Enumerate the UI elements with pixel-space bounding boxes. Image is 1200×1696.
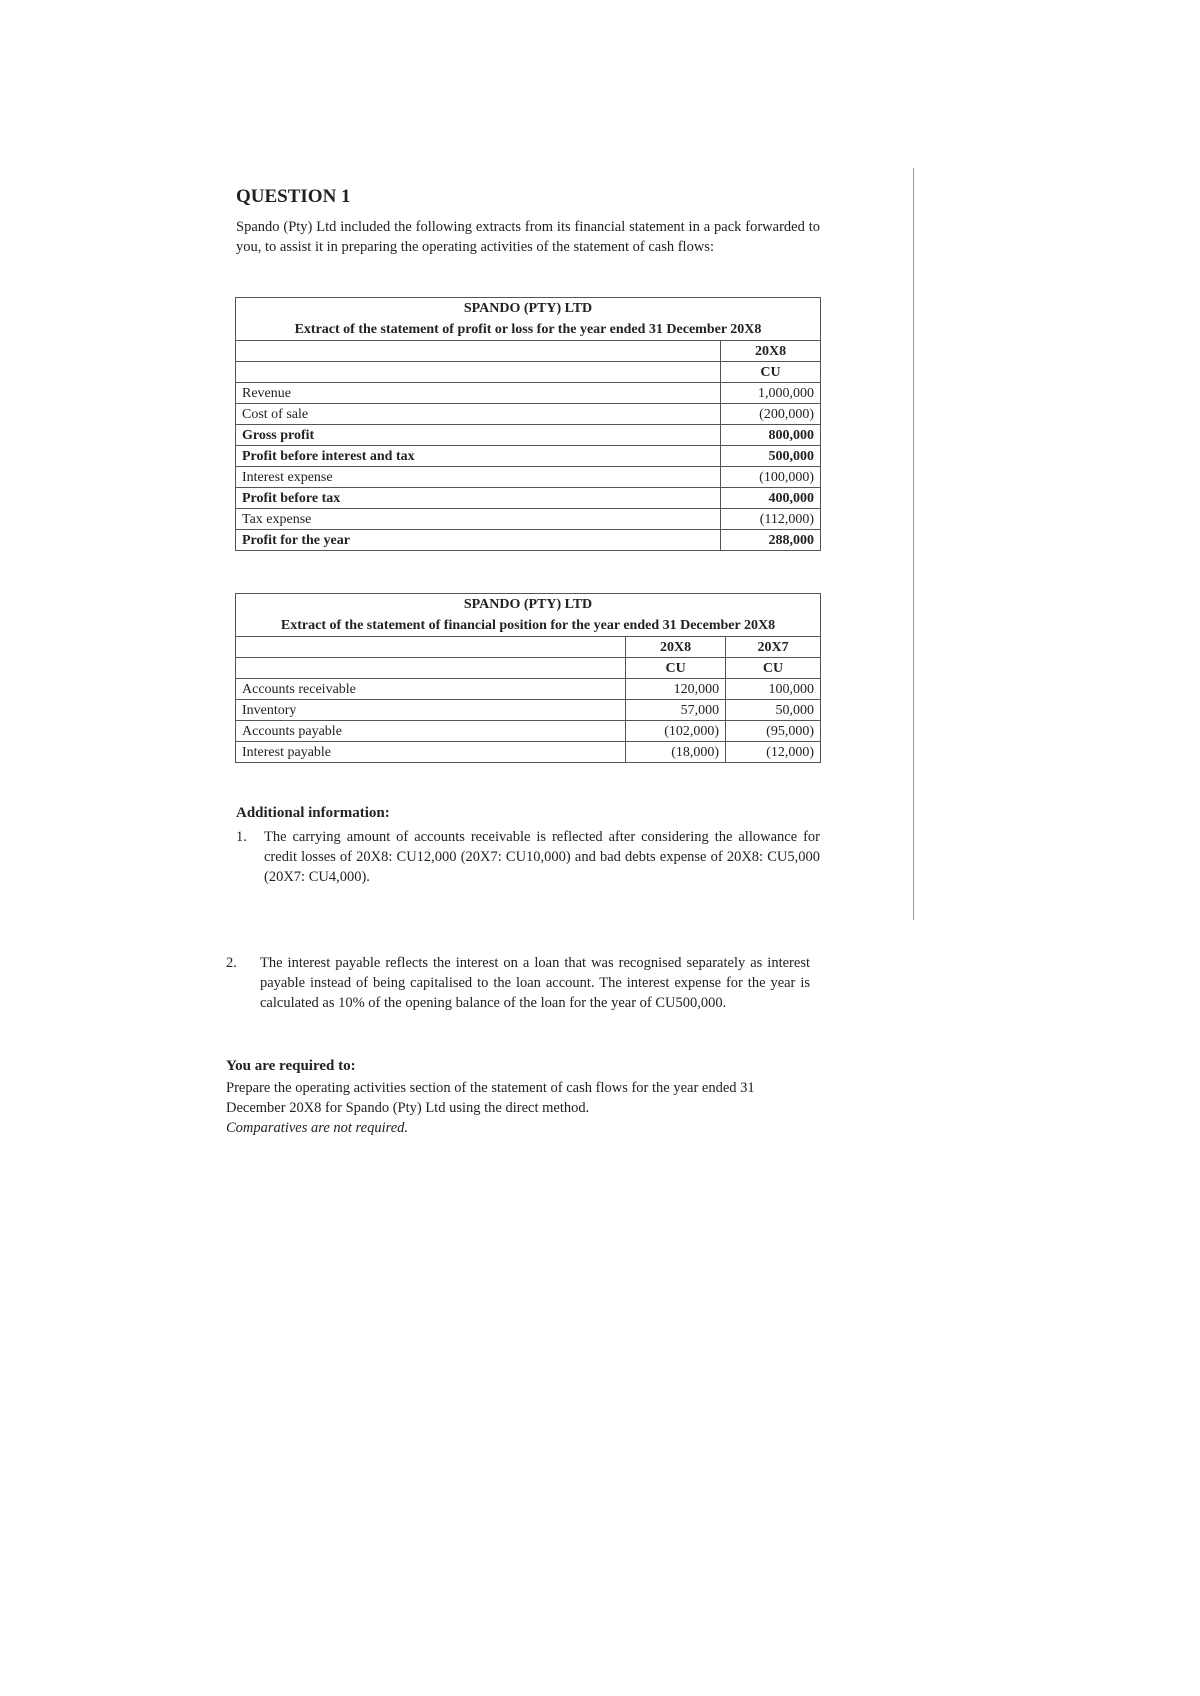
table-row [236,488,821,509]
required-section [226,1078,816,1138]
row-value: 400,000 [721,488,821,509]
row-value-20x7: 50,000 [726,700,821,721]
intro-paragraph: Spando (Pty) Ltd included the following extracts from its financial statement in a pack forwarded to you, to assist it in preparing the operating activities of the statement of cash flows: [236,219,820,255]
pl-col-unit: CU [721,362,821,383]
table-row [236,679,821,700]
row-value-20x8: (102,000) [626,721,726,742]
table-row [236,383,821,404]
table-row [236,467,821,488]
page-margin-line [913,168,914,920]
row-value-20x8: 120,000 [626,679,726,700]
question-title: QUESTION 1 [236,186,351,207]
row-label: Profit before interest and tax [236,446,721,467]
item-number: 1. [236,829,247,845]
table-row [236,425,821,446]
fp-col-year-2: 20X7 [726,637,821,658]
fp-col-year-1: 20X8 [626,637,726,658]
table-row [236,721,821,742]
fp-company: SPANDO (PTY) LTD [236,594,821,616]
additional-info-title: Additional information: [236,805,390,821]
item-text: The interest payable reflects the interest on a loan that was recognised separately as interest payable instead of being capitalised to the loan account. The interest expense for the year is calculated as 10% of the opening balance of the loan for the year of CU500,000. [260,955,810,1011]
row-value: (100,000) [721,467,821,488]
row-label: Interest payable [236,742,626,763]
row-value: (112,000) [721,509,821,530]
table-row [236,404,821,425]
pl-col-year: 20X8 [721,341,821,362]
additional-info-item [226,953,810,1013]
row-label: Tax expense [236,509,721,530]
table-row [236,509,821,530]
row-label: Cost of sale [236,404,721,425]
required-text: Prepare the operating activities section of the statement of cash flows for the year ended 31 December 20X8 for Spando (Pty) Ltd using the direct method. [226,1080,755,1116]
row-value-20x8: 57,000 [626,700,726,721]
row-label: Profit for the year [236,530,721,551]
row-value-20x7: (12,000) [726,742,821,763]
row-value: 288,000 [721,530,821,551]
row-value: (200,000) [721,404,821,425]
row-label: Accounts receivable [236,679,626,700]
item-number: 2. [226,955,237,971]
profit-loss-table [235,297,821,551]
row-value: 1,000,000 [721,383,821,404]
financial-position-table [235,593,821,763]
required-title: You are required to: [226,1058,356,1074]
item-text: The carrying amount of accounts receivable is reflected after considering the allowance for credit losses of 20X8: CU12,000 (20X7: CU10,000) and bad debts expense of 20X8: CU5,000 (20X7: CU4,000). [264,829,820,885]
row-value: 800,000 [721,425,821,446]
row-label: Gross profit [236,425,721,446]
row-label: Profit before tax [236,488,721,509]
fp-col-unit-1: CU [626,658,726,679]
row-value-20x7: (95,000) [726,721,821,742]
pl-company: SPANDO (PTY) LTD [236,298,821,320]
row-value-20x7: 100,000 [726,679,821,700]
row-value-20x8: (18,000) [626,742,726,763]
required-note: Comparatives are not required. [226,1120,409,1136]
row-value: 500,000 [721,446,821,467]
table-row [236,742,821,763]
table-row [236,530,821,551]
row-label: Accounts payable [236,721,626,742]
additional-info-item [236,827,820,887]
table-row [236,700,821,721]
fp-col-unit-2: CU [726,658,821,679]
row-label: Interest expense [236,467,721,488]
fp-title: Extract of the statement of financial position for the year ended 31 December 20X8 [236,615,821,637]
row-label: Inventory [236,700,626,721]
table-row [236,446,821,467]
row-label: Revenue [236,383,721,404]
pl-title: Extract of the statement of profit or loss for the year ended 31 December 20X8 [236,319,821,341]
